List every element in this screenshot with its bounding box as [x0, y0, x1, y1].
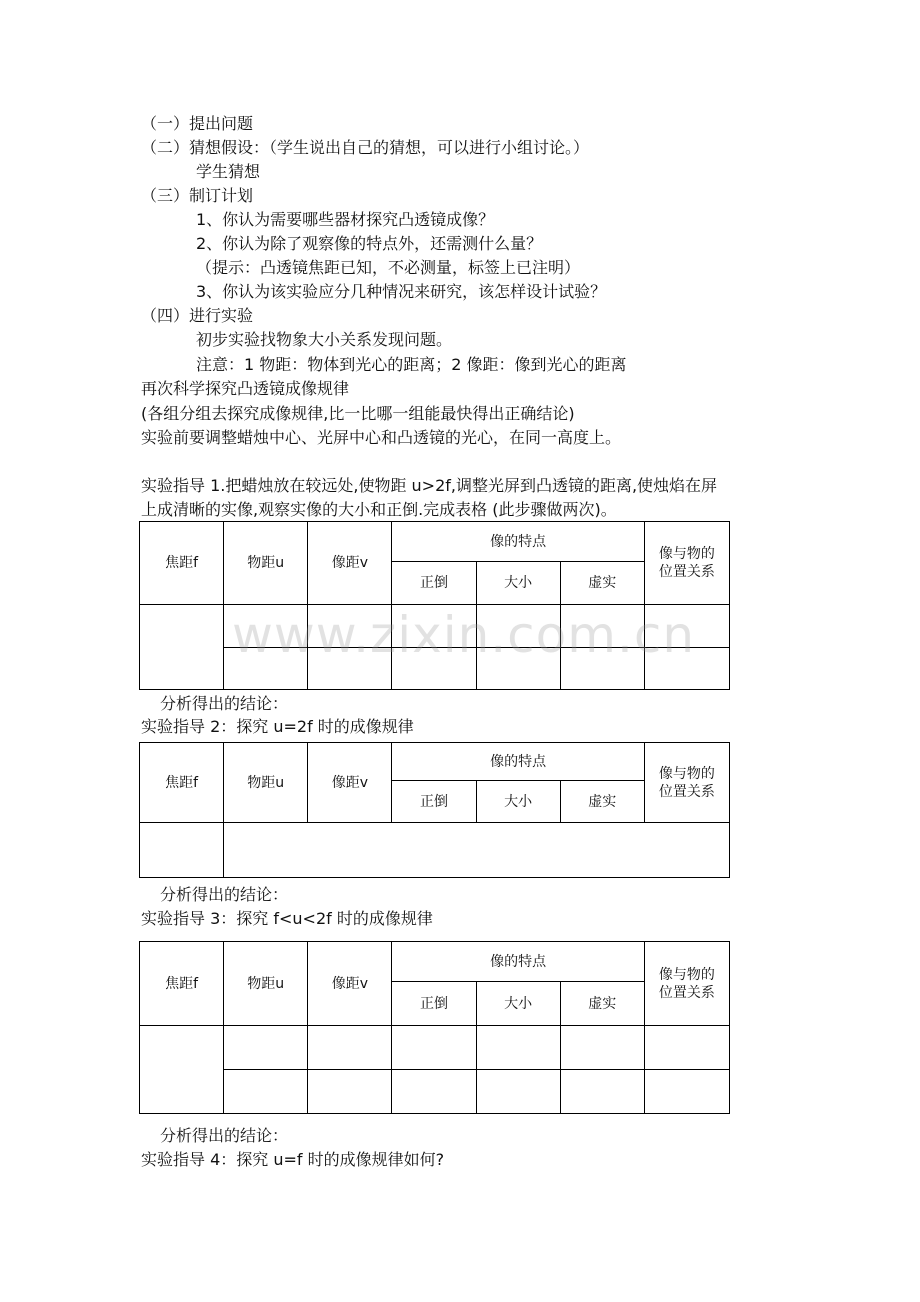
table-cell — [644, 1026, 729, 1070]
table-cell — [224, 1070, 308, 1114]
table-cell — [224, 823, 730, 878]
header-position-relation: 像与物的 位置关系 — [644, 942, 729, 1026]
initial-experiment-text: 初步实验找物象大小关系发现问题。 — [196, 330, 453, 349]
header-focal-length: 焦距f — [140, 942, 224, 1026]
header-orientation: 正倒 — [392, 562, 476, 605]
table-cell — [560, 1026, 644, 1070]
section-4-heading: （四）进行实验 — [141, 306, 254, 325]
section-1-heading: （一）提出问题 — [141, 114, 254, 133]
header-focal-length: 焦距f — [140, 743, 224, 823]
header-orientation: 正倒 — [392, 781, 476, 823]
header-focal-length: 焦距f — [140, 522, 224, 605]
guide-1-line-1: 实验指导 1.把蜡烛放在较远处,使物距 u>2f,调整光屏到凸透镜的距离,使烛焰在屏 — [141, 476, 718, 495]
guide-3-text: 实验指导 3：探究 f<u<2f 时的成像规律 — [141, 909, 433, 928]
header-image-distance: 像距v — [308, 942, 392, 1026]
header-position-relation: 像与物的 位置关系 — [644, 522, 729, 605]
table-cell — [644, 1070, 729, 1114]
explore-again-text: 再次科学探究凸透镜成像规律 — [141, 379, 350, 398]
conclusion-2-label: 分析得出的结论： — [160, 885, 289, 904]
plan-question-3: 3、你认为该实验应分几种情况来研究，该怎样设计试验？ — [196, 282, 607, 301]
table-cell — [140, 605, 224, 690]
table-cell — [392, 1070, 476, 1114]
plan-question-1: 1、你认为需要哪些器材探究凸透镜成像？ — [196, 210, 495, 229]
section-2-heading: （二）猜想假设：（学生说出自己的猜想，可以进行小组讨论。） — [141, 138, 590, 157]
plan-hint: （提示：凸透镜焦距已知，不必测量，标签上已注明） — [196, 258, 581, 277]
header-orientation: 正倒 — [392, 982, 476, 1026]
guide-2-text: 实验指导 2：探究 u=2f 时的成像规律 — [141, 717, 414, 736]
table-cell — [392, 1026, 476, 1070]
header-real-virtual: 虚实 — [560, 982, 644, 1026]
table-row — [140, 1026, 730, 1070]
table-guide-3 — [139, 941, 730, 1114]
table-cell — [308, 1026, 392, 1070]
header-object-distance: 物距u — [224, 522, 308, 605]
student-guess-label: 学生猜想 — [196, 162, 261, 181]
group-instruction: (各组分组去探究成像规律,比一比哪一组能最快得出正确结论) — [141, 404, 575, 423]
header-object-distance: 物距u — [224, 743, 308, 823]
header-object-distance: 物距u — [224, 942, 308, 1026]
table-cell — [140, 1026, 224, 1114]
table-cell — [560, 1070, 644, 1114]
header-image-distance: 像距v — [308, 743, 392, 823]
header-image-features: 像的特点 — [392, 942, 644, 982]
note-text: 注意：1 物距：物体到光心的距离；2 像距：像到光心的距离 — [196, 355, 627, 374]
plan-question-2: 2、你认为除了观察像的特点外，还需测什么量？ — [196, 234, 543, 253]
header-position-relation: 像与物的 位置关系 — [644, 743, 729, 823]
table-cell — [476, 1070, 560, 1114]
table-row — [140, 823, 730, 878]
table-cell — [140, 823, 224, 878]
section-3-heading: （三）制订计划 — [141, 186, 254, 205]
guide-1-line-2: 上成清晰的实像,观察实像的大小和正倒.完成表格 (此步骤做两次)。 — [141, 500, 617, 519]
header-real-virtual: 虚实 — [560, 562, 644, 605]
header-image-distance: 像距v — [308, 522, 392, 605]
header-size: 大小 — [476, 781, 560, 823]
table-guide-2 — [139, 742, 730, 878]
watermark-text: www.zixin.com.cn — [232, 606, 696, 664]
header-size: 大小 — [476, 562, 560, 605]
conclusion-1-label: 分析得出的结论： — [160, 694, 289, 713]
header-real-virtual: 虚实 — [560, 781, 644, 823]
conclusion-3-label: 分析得出的结论： — [160, 1126, 289, 1145]
adjust-height-text: 实验前要调整蜡烛中心、光屏中心和凸透镜的光心，在同一高度上。 — [141, 428, 622, 447]
table-cell — [224, 1026, 308, 1070]
table-row — [140, 1070, 730, 1114]
header-image-features: 像的特点 — [392, 743, 644, 781]
table-cell — [476, 1026, 560, 1070]
table-cell — [308, 1070, 392, 1114]
header-size: 大小 — [476, 982, 560, 1026]
header-image-features: 像的特点 — [392, 522, 644, 562]
guide-4-text: 实验指导 4：探究 u=f 时的成像规律如何? — [141, 1150, 445, 1169]
